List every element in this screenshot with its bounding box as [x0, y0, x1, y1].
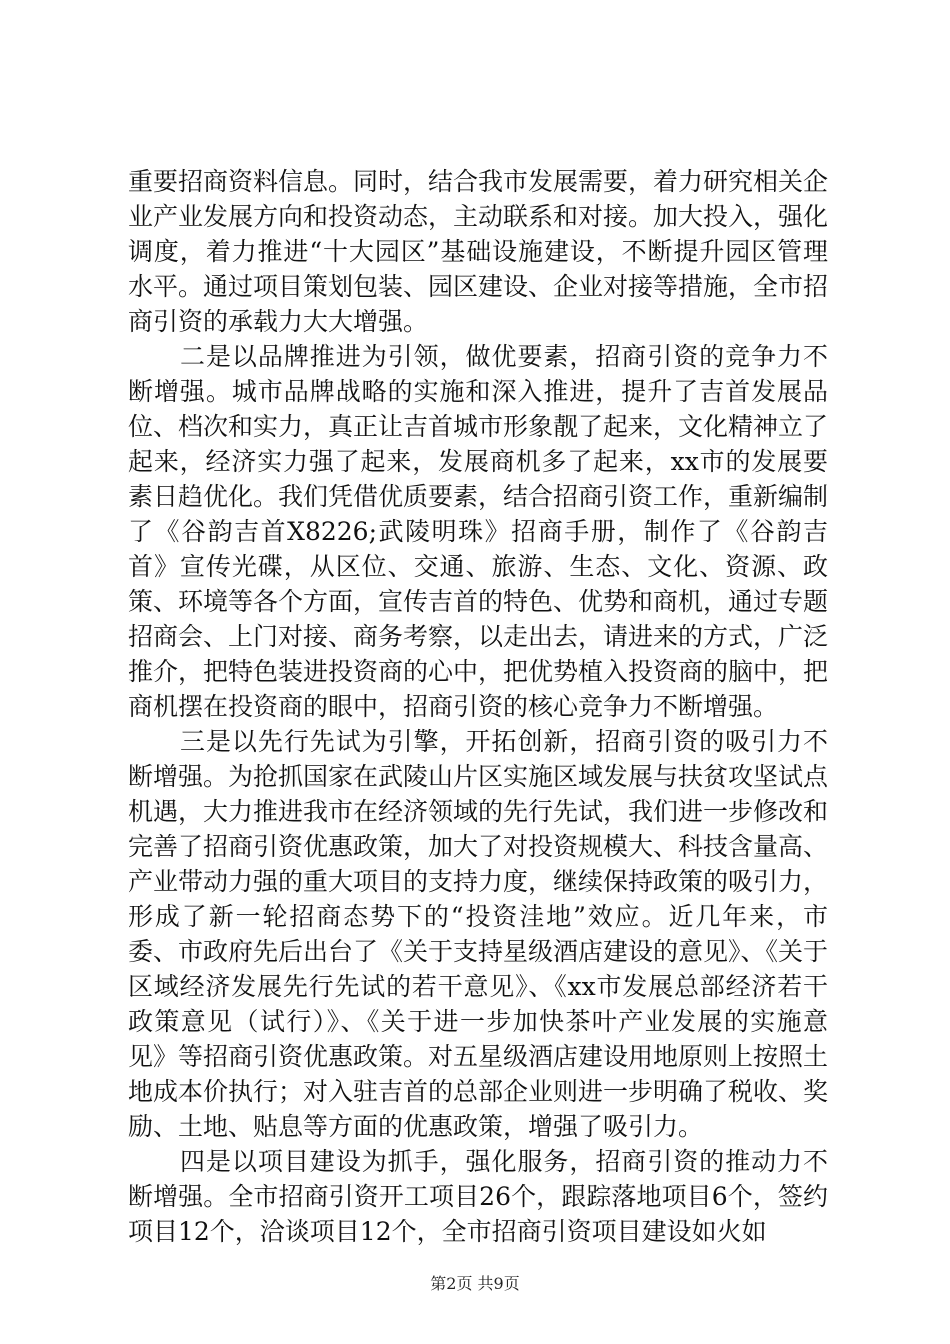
paragraph-1: 重要招商资料信息。同时，结合我市发展需要，着力研究相关企业产业发展方向和投资动态，主动联系和对接。加大投入，强化调度，着力推进“十大园区”基础设施建设，不断提升园区管理水平。通过项目策划包装、园区建设、企业对接等措施，全市招商引资的承载力大大增强。 — [128, 167, 829, 336]
page-number-footer: 第2页 共9页 — [430, 1274, 520, 1293]
paragraph-2: 二是以品牌推进为引领，做优要素，招商引资的竞争力不断增强。城市品牌战略的实施和深入推进，提升了吉首发展品位、档次和实力，真正让吉首城市形象靓了起来，文化精神立了起来，经济实力强了起来，发展商机多了起来，xx市的发展要素日趋优化。我们凭借优质要素，结合招商引资工作，重新编制了《谷韵吉首X8226;武陵明珠》招商手册，制作了《谷韵吉首》宣传光碟，从区位、交通、旅游、生态、文化、资源、政策、环境等各个方面，宣传吉首的特色、优势和商机，通过专题招商会、上门对接、商务考察，以走出去，请进来的方式，广泛推介，把特色装进投资商的心中，把优势植入投资商的脑中，把商机摆在投资商的眼中，招商引资的核心竞争力不断增强。 — [128, 342, 829, 721]
paragraph-3: 三是以先行先试为引擎，开拓创新，招商引资的吸引力不断增强。为抢抓国家在武陵山片区实施区域发展与扶贫攻坚试点机遇，大力推进我市在经济领域的先行先试，我们进一步修改和完善了招商引资优惠政策，加大了对投资规模大、科技含量高、产业带动力强的重大项目的支持力度，继续保持政策的吸引力，形成了新一轮招商态势下的“投资洼地”效应。近几年来，市委、市政府先后出台了《关于支持星级酒店建设的意见》、《关于区域经济发展先行先试的若干意见》、《xx市发展总部经济若干政策意见（试行）》、《关于进一步加快茶叶产业发展的实施意见》等招商引资优惠政策。对五星级酒店建设用地原则上按照土地成本价执行；对入驻吉首的总部企业则进一步明确了税收、奖励、土地、贴息等方面的优惠政策，增强了吸引力。 — [128, 727, 829, 1141]
document-body — [128, 164, 828, 1249]
paragraph-4: 四是以项目建设为抓手，强化服务，招商引资的推动力不断增强。全市招商引资开工项目26个，跟踪落地项目6个，签约项目12个，洽谈项目12个，全市招商引资项目建设如火如 — [128, 1147, 828, 1246]
